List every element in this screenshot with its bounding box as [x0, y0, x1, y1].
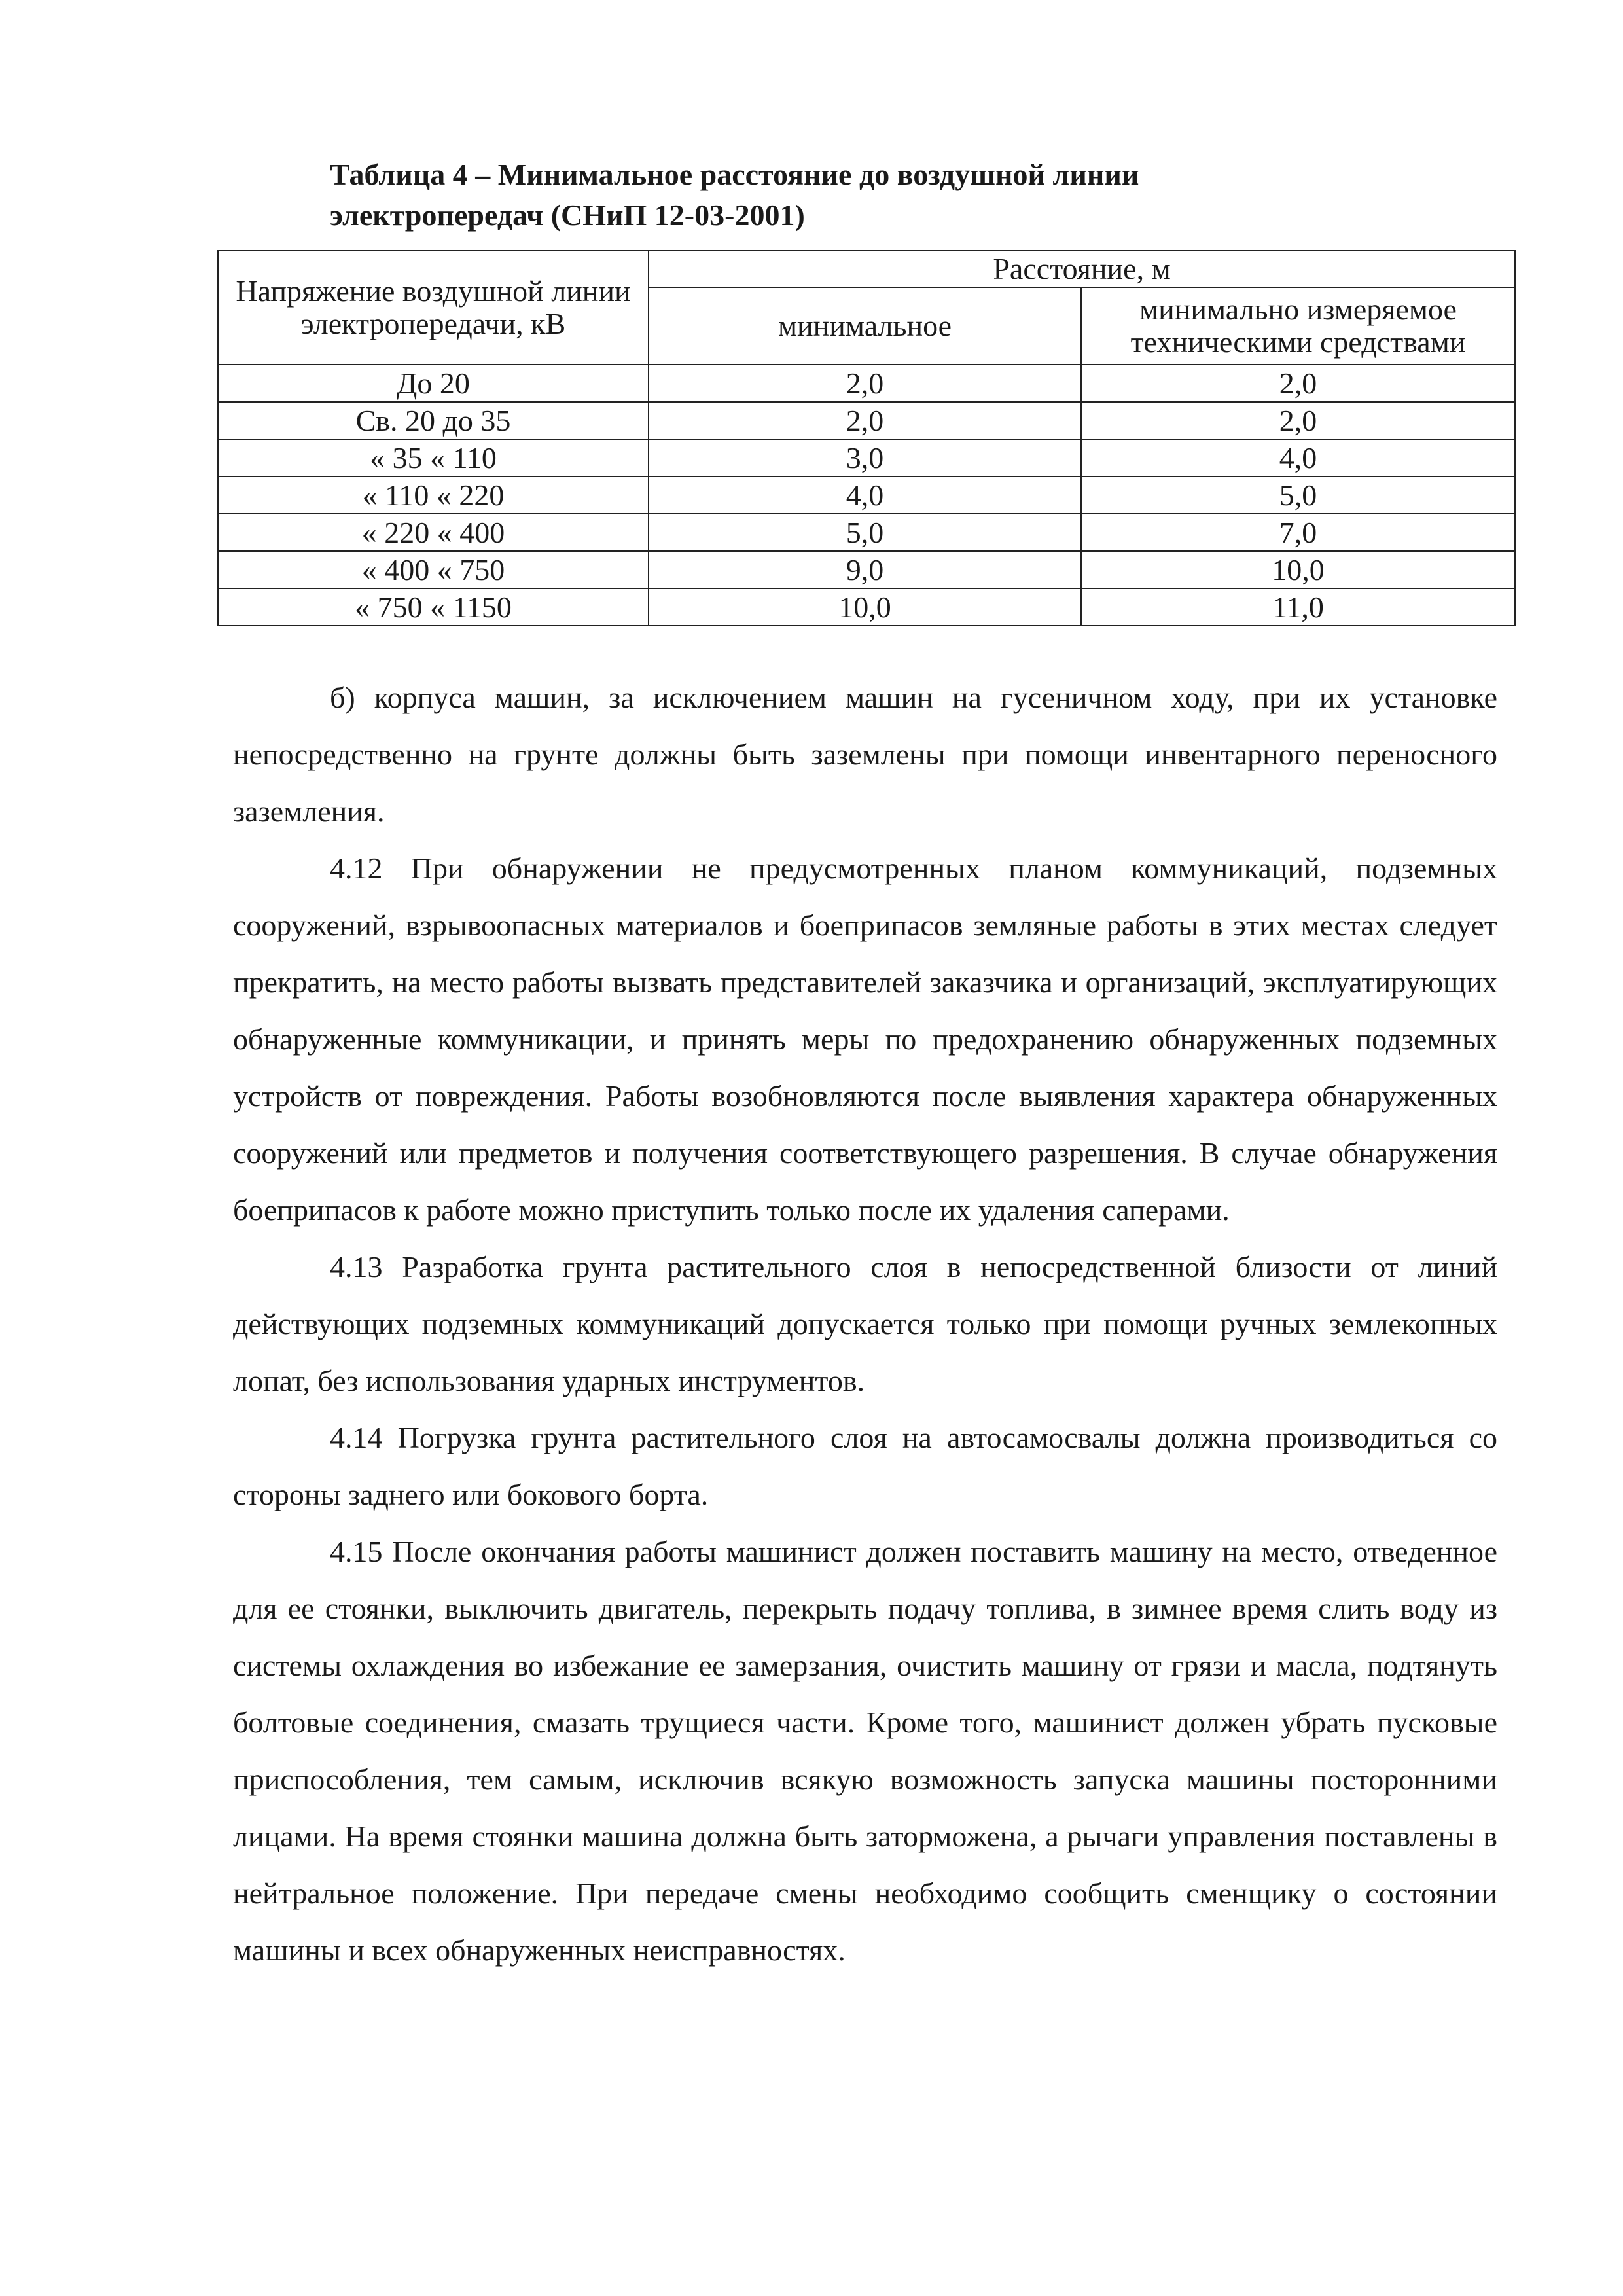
header-voltage: Напряжение воздушной линии электропередачи, кВ [218, 251, 649, 365]
cell-measurable: 7,0 [1081, 514, 1515, 551]
paragraph-4-12: 4.12 При обнаружении не предусмотренных планом коммуникаций, подземных сооружений, взрывоопасных материалов и боеприпасов земляные работы в этих местах следует прекратить, на место работы вызвать представителей заказчика и организаций, эксплуатирующих обнаруженные коммуникации, и принять меры по предохранению обнаруженных подземных устройств от повреждения. Работы возобновляются после выявления характера обнаруженных сооружений или предметов и получения соответствующего разрешения. В случае обнаружения боеприпасов к работе можно приступить только после их удаления саперами. [233, 852, 1497, 1227]
header-minimal: минимальное [649, 287, 1081, 365]
paragraph-4-13: 4.13 Разработка грунта растительного слоя в непосредственной близости от линий действующих подземных коммуникаций допускается только при помощи ручных землекопных лопат, без использования ударных инструментов. [233, 1250, 1497, 1397]
cell-measurable: 2,0 [1081, 402, 1515, 439]
header-distance: Расстояние, м [649, 251, 1515, 287]
paragraph-grounding: б) корпуса машин, за исключением машин на гусеничном ходу, при их установке непосредственно на грунте должны быть заземлены при помощи инвентарного переносного заземления. [233, 681, 1497, 828]
table-row [218, 402, 1515, 439]
body-text [233, 669, 1497, 1979]
table-caption-line-2: электропередач (СНиП 12-03-2001) [330, 198, 805, 232]
cell-minimal: 2,0 [649, 365, 1081, 402]
cell-minimal: 2,0 [649, 402, 1081, 439]
cell-measurable: 2,0 [1081, 365, 1515, 402]
cell-minimal: 9,0 [649, 551, 1081, 588]
cell-measurable: 10,0 [1081, 551, 1515, 588]
cell-voltage: « 110 « 220 [218, 476, 649, 514]
table-row [218, 365, 1515, 402]
cell-measurable: 4,0 [1081, 439, 1515, 476]
cell-minimal: 10,0 [649, 588, 1081, 626]
cell-minimal: 4,0 [649, 476, 1081, 514]
table-caption [330, 154, 1442, 236]
cell-voltage: « 220 « 400 [218, 514, 649, 551]
table-caption-line-1: Таблица 4 – Минимальное расстояние до воздушной линии [330, 158, 1139, 191]
cell-voltage: Св. 20 до 35 [218, 402, 649, 439]
table-row [218, 439, 1515, 476]
paragraph-4-15: 4.15 После окончания работы машинист должен поставить машину на место, отведенное для ее стоянки, выключить двигатель, перекрыть подачу топлива, в зимнее время слить воду из системы охлаждения во избежание ее замерзания, очистить машину от грязи и масла, подтянуть болтовые соединения, смазать трущиеся части. Кроме того, машинист должен убрать пусковые приспособления, тем самым, исключив всякую возможность запуска машины посторонними лицами. На время стоянки машина должна быть заторможена, а рычаги управления поставлены в нейтральное положение. При передаче смены необходимо сообщить сменщику о состоянии машины и всех обнаруженных неисправностях. [233, 1535, 1497, 1967]
table-row [218, 476, 1515, 514]
table-row [218, 551, 1515, 588]
cell-voltage: « 35 « 110 [218, 439, 649, 476]
table-row [218, 588, 1515, 626]
cell-voltage: До 20 [218, 365, 649, 402]
cell-minimal: 3,0 [649, 439, 1081, 476]
cell-voltage: « 400 « 750 [218, 551, 649, 588]
paragraph-4-14: 4.14 Погрузка грунта растительного слоя на автосамосвалы должна производиться со стороны заднего или бокового борта. [233, 1421, 1497, 1511]
distance-table [217, 250, 1516, 626]
cell-measurable: 11,0 [1081, 588, 1515, 626]
cell-minimal: 5,0 [649, 514, 1081, 551]
cell-voltage: « 750 « 1150 [218, 588, 649, 626]
cell-measurable: 5,0 [1081, 476, 1515, 514]
table-row [218, 514, 1515, 551]
header-measurable: минимально измеряемое техническими средствами [1081, 287, 1515, 365]
